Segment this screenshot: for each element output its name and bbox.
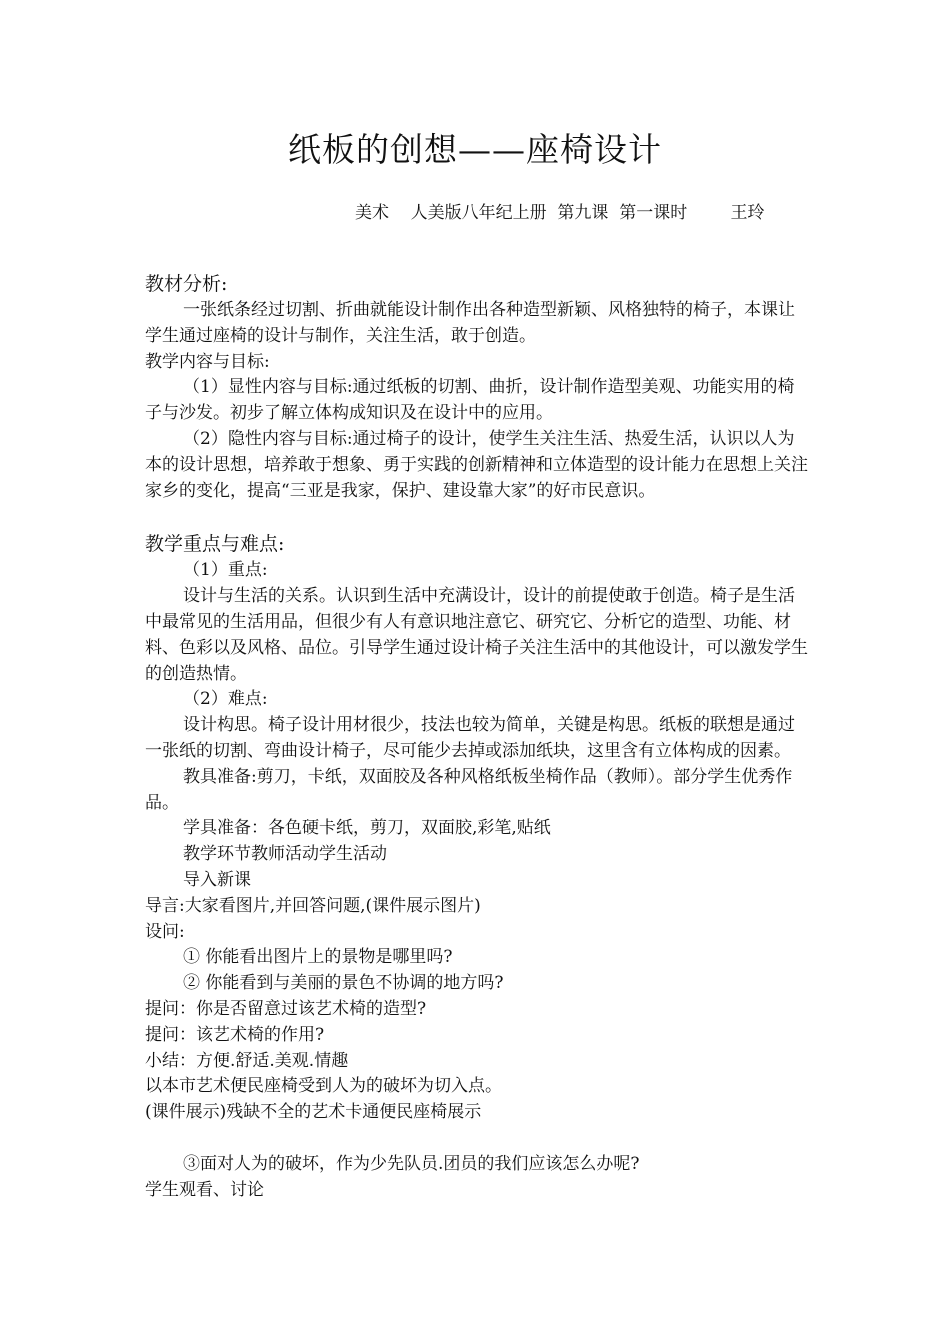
document-title: 纸板的创想——座椅设计 — [288, 130, 662, 169]
key-point-label: （1）重点: — [183, 560, 268, 581]
key-points-heading: 教学重点与难点: — [145, 533, 285, 556]
content-heading: 教学内容与目标: — [145, 351, 270, 372]
ask-line-2: 提问：你是否留意过该艺术椅的造型? — [145, 998, 427, 1019]
document-body — [145, 270, 810, 1204]
question-2: ② 你能看到与美丽的景色不协调的地方吗? — [183, 973, 504, 994]
summary-line: 小结：方便.舒适.美观.情趣 — [145, 1050, 349, 1071]
ask-line: 设问: — [145, 921, 185, 942]
teaching-steps-line: 教学环节教师活动学生活动 — [183, 844, 387, 865]
student-tools-line: 学具准备：各色硬卡纸，剪刀，双面胶,彩笔,贴纸 — [183, 818, 551, 839]
section-spacer-2 — [145, 1126, 810, 1152]
ask-line-3: 提问：该艺术椅的作用? — [145, 1024, 325, 1045]
content-paragraph-2: （2）隐性内容与目标:通过椅子的设计，使学生关注生活、热爱生活，认识以人为本的设计思想，培养敢于想象、勇于实践的创新精神和立体造型的设计能力在思想上关注家乡的变化，提高“三亚是我家，保护、建设靠大家”的好市民意识。 — [145, 428, 808, 501]
discussion-line: 学生观看、讨论 — [145, 1179, 264, 1200]
cut-in-line: 以本市艺术便民座椅受到人为的破坏为切入点。 — [145, 1076, 502, 1097]
difficulty-label: （2）难点: — [183, 689, 268, 710]
document-subtitle: 美术 人美版八年纪上册 第九课 第一课时 王玲 — [355, 203, 765, 223]
lead-line: 导言:大家看图片,并回答问题,(课件展示图片) — [145, 895, 481, 916]
teacher-tools-paragraph: 教具准备:剪刀，卡纸，双面胶及各种风格纸板坐椅作品（教师）。部分学生优秀作品。 — [145, 766, 793, 813]
key-point-paragraph: 设计与生活的关系。认识到生活中充满设计，设计的前提使敢于创造。椅子是生活中最常见的生活用品，但很少有人有意识地注意它、研究它、分析它的造型、功能、材料、色彩以及风格、品位。引导学生通过设计椅子关注生活中的其他设计，可以激发学生的创造热情。 — [145, 586, 808, 684]
intro-line: 导入新课 — [183, 869, 251, 890]
analysis-heading: 教材分析: — [145, 273, 228, 295]
question-1: ① 你能看出图片上的景物是哪里吗? — [183, 947, 453, 968]
analysis-paragraph: 一张纸条经过切割、折曲就能设计制作出各种造型新颖、风格独特的椅子，本课让学生通过座椅的设计与制作，关注生活，敢于创造。 — [145, 300, 795, 346]
question-3: ③面对人为的破坏，作为少先队员.团员的我们应该怎么办呢? — [183, 1153, 640, 1174]
section-spacer — [145, 504, 810, 530]
courseware-line: (课件展示)残缺不全的艺术卡通便民座椅展示 — [145, 1102, 482, 1123]
difficulty-paragraph: 设计构思。椅子设计用材很少，技法也较为简单，关键是构思。纸板的联想是通过一张纸的切割、弯曲设计椅子，尽可能少去掉或添加纸块，这里含有立体构成的因素。 — [145, 715, 795, 761]
content-paragraph-1: （1）显性内容与目标:通过纸板的切割、曲折，设计制作造型美观、功能实用的椅子与沙发。初步了解立体构成知识及在设计中的应用。 — [145, 377, 795, 424]
